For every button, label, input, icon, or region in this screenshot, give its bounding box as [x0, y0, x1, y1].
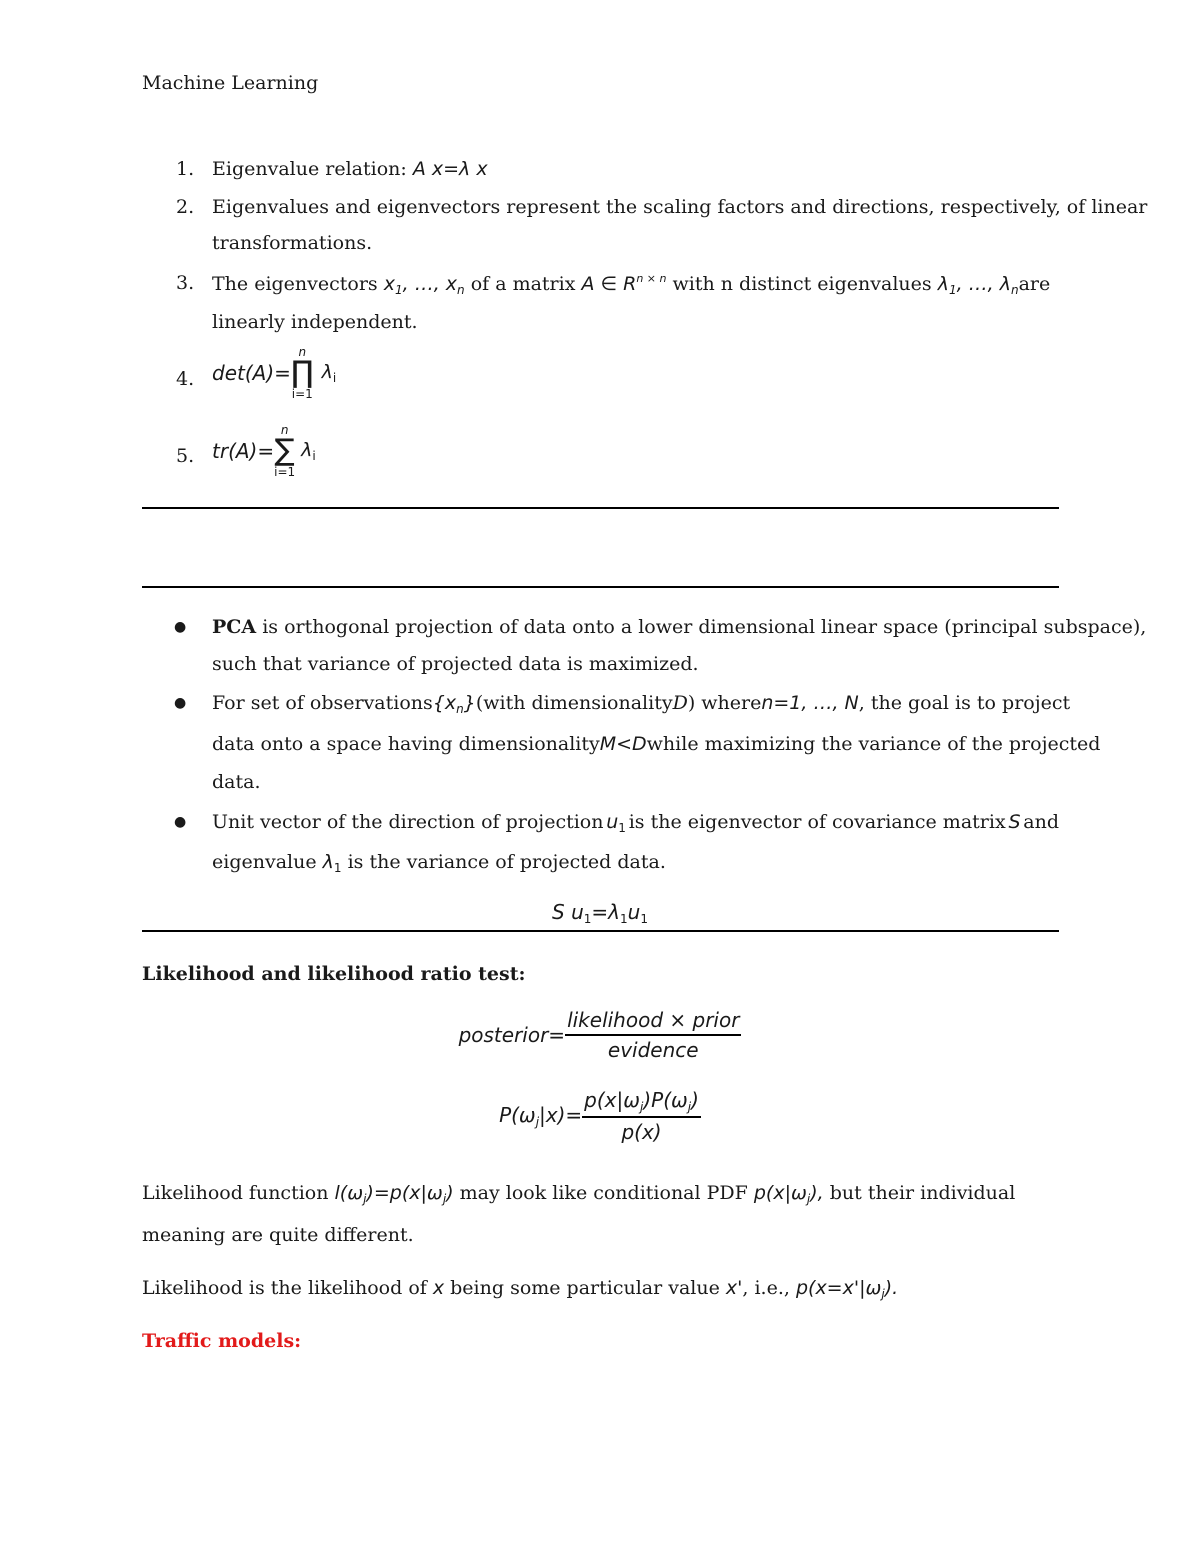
likelihood-value-math: $p(x=x'|\omega_j)$.: [795, 1277, 899, 1301]
eigen-relation-math: A x=λ x: [412, 158, 488, 180]
list-item-3-line1: [212, 272, 1050, 297]
list-number-1: 1.: [176, 158, 195, 180]
particular-value-math: x': [725, 1277, 743, 1299]
unit-vector-math: $u_1$: [606, 811, 626, 835]
pca-bullet-3-line1: Unit vector of the direction of projection $u_1$ is the eigenvector of covariance matrix S and: [212, 811, 1059, 835]
eigenvalue-math: $\lambda_1$: [322, 851, 342, 875]
horizontal-rule-1: [142, 507, 1059, 509]
bullet-icon: ●: [174, 695, 187, 711]
eigenvalue-list-math: $\lambda_1$, …, $\lambda_n$: [937, 273, 1019, 297]
trace-rhs: $\lambda_i$: [301, 438, 316, 463]
likelihood-function-math: $l(\omega_j)=p(x|\omega_j)$: [334, 1182, 454, 1206]
eigenvector-list-math: $x_1$, …, $x_n$: [383, 273, 465, 297]
det-lhs: det(A)=: [212, 361, 291, 385]
item3-text-d: are: [1018, 273, 1051, 295]
likelihood-paragraph-1-line1: Likelihood function $l(\omega_j)=p(x|\omega_j)$ may look like conditional PDF $p(x|\omega_j)$, but their individual: [142, 1182, 1016, 1206]
likelihood-paragraph-2: Likelihood is the likelihood of x being some particular value x', i.e., $p(x=x'|\omega_j)$.: [142, 1277, 899, 1301]
bullet-icon: ●: [174, 619, 187, 635]
covariance-matrix-math: S: [1008, 811, 1021, 833]
item3-text-c: with n distinct eigenvalues: [672, 273, 932, 295]
item3-text-b: of a matrix: [470, 273, 576, 295]
pca-bullet-1-line1: [212, 616, 1146, 639]
horizontal-rule-3: [142, 930, 1059, 932]
list-item-2-line1: Eigenvalues and eigenvectors represent the scaling factors and directions, respectively, of linear: [212, 196, 1148, 218]
bayes-symbol-equation: $P(\omega_j|x)=$ $\frac{p(x|\omega_j)P(\omega_j)}{p(x)}$: [499, 1088, 699, 1145]
matrix-space-math: A ∈ $R^{n \times n}$: [581, 272, 667, 295]
page-header: Machine Learning: [142, 72, 319, 94]
sum-operator: n ∑ i=1: [274, 423, 296, 479]
bayes-word-fraction: $\frac{\text{likelihood × prior}}{\text{evidence}}$: [567, 1008, 740, 1062]
pca-bullet-3-line2: eigenvalue $\lambda_1$ is the variance of projected data.: [212, 851, 666, 875]
bayes-symbol-fraction: $\frac{p(x|\omega_j)P(\omega_j)}{p(x)}$: [584, 1088, 699, 1145]
pca-term: PCA: [212, 616, 257, 638]
pca-definition: is orthogonal projection of data onto a lower dimensional linear space (principal subspace),: [262, 616, 1147, 638]
trace-lhs: tr(A)=: [212, 439, 275, 463]
likelihood-paragraph-1-line2: meaning are quite different.: [142, 1224, 414, 1246]
dimensionality-d: D) where: [672, 692, 762, 714]
determinant-formula: [212, 346, 336, 400]
list-item-3-line2: linearly independent.: [212, 311, 418, 333]
index-range-math: n=1, …, N: [761, 692, 859, 714]
dimension-inequality-math: M<D: [599, 733, 647, 755]
trace-formula: [212, 424, 316, 478]
bayes-word-equation: posterior= $\frac{\text{likelihood × prior}}{\text{evidence}}$: [458, 1008, 740, 1062]
list-number-5: 5.: [176, 445, 195, 467]
observation-set-math: $\{x_n\}$: [432, 692, 476, 716]
list-number-3: 3.: [176, 272, 195, 294]
pca-eigen-equation: S $u_1=\lambda_1u_1$: [552, 900, 648, 926]
item3-text-a: The eigenvectors: [212, 273, 378, 295]
conditional-pdf-math: $p(x|\omega_j)$,: [753, 1182, 824, 1206]
pca-bullet-2-line1: For set of observations $\{x_n\}$ (with dimensionality D) where n=1, …, N , the goal is to project: [212, 692, 1071, 716]
product-operator: n ∏ i=1: [290, 345, 314, 401]
likelihood-heading: Likelihood and likelihood ratio test:: [142, 963, 526, 985]
traffic-models-heading: Traffic models:: [142, 1330, 302, 1352]
horizontal-rule-2: [142, 586, 1059, 588]
pca-bullet-2-line2: data onto a space having dimensionality M<D while maximizing the variance of the projected: [212, 733, 1101, 755]
list-number-2: 2.: [176, 196, 195, 218]
variable-x-math: x: [432, 1277, 445, 1299]
det-rhs: $\lambda_i$: [321, 360, 337, 385]
pca-bullet-2-line3: data.: [212, 771, 261, 793]
item1-text: Eigenvalue relation:: [212, 158, 407, 180]
bullet-icon: ●: [174, 814, 187, 830]
list-number-4: 4.: [176, 368, 195, 390]
pca-bullet-1-line2: such that variance of projected data is maximized.: [212, 653, 699, 675]
list-item-2-line2: transformations.: [212, 232, 373, 254]
list-item-1: [212, 158, 488, 181]
